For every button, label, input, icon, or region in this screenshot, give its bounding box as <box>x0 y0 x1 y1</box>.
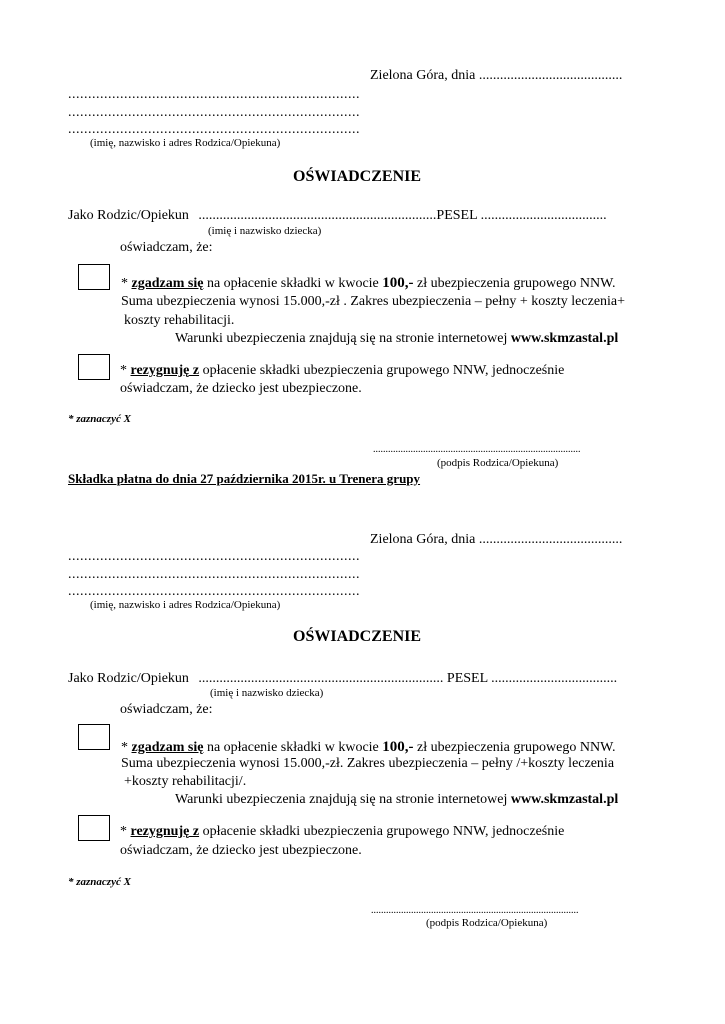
agree-line-4 <box>175 331 618 347</box>
agree-text: na opłacenie składki w kwocie <box>203 740 383 755</box>
address-caption: (imię, nazwisko i adres Rodzica/Opiekuna) <box>90 599 281 611</box>
address-caption: (imię, nazwisko i adres Rodzica/Opiekuna) <box>90 137 281 149</box>
agree-line-4 <box>175 792 618 808</box>
asterisk: * <box>121 740 132 755</box>
address-line-2: ......................................................................... <box>68 105 360 120</box>
child-name-field: ...................................................................... <box>198 671 444 686</box>
agree-text-2: zł ubezpieczenia grupowego NNW. <box>413 740 616 755</box>
place-date: Zielona Góra, dnia ......................................... <box>370 68 623 83</box>
guardian-line <box>68 671 617 687</box>
conditions-text: Warunki ubezpieczenia znajdują się na stronie internetowej <box>175 792 511 807</box>
child-name-field: .................................................................... <box>198 208 437 223</box>
agree-line-2: Suma ubezpieczenia wynosi 15.000,-zł . Zakres ubezpieczenia – pełny + koszty leczenia+ <box>121 294 626 309</box>
agree-text: na opłacenie składki w kwocie <box>203 276 383 291</box>
agree-line-1 <box>121 739 616 756</box>
mark-note: * zaznaczyć X <box>68 876 131 888</box>
signature-field: ................................................................................... <box>373 444 581 455</box>
asterisk: * <box>121 276 132 291</box>
resign-checkbox[interactable] <box>78 815 110 841</box>
asterisk: * <box>120 363 131 378</box>
resign-line-1 <box>120 824 564 840</box>
child-caption: (imię i nazwisko dziecka) <box>208 225 322 237</box>
guardian-prefix: Jako Rodzic/Opiekun <box>68 208 189 223</box>
resign-line-2: oświadczam, że dziecko jest ubezpieczone. <box>120 381 362 396</box>
declare-text: oświadczam, że: <box>120 702 213 717</box>
website-link[interactable]: www.skmzastal.pl <box>510 792 619 807</box>
signature-caption: (podpis Rodzica/Opiekuna) <box>426 917 548 929</box>
address-line-3: ......................................................................... <box>68 584 360 599</box>
amount: 100,- <box>382 275 414 291</box>
asterisk: * <box>120 824 131 839</box>
resign-checkbox[interactable] <box>78 354 110 380</box>
signature-caption: (podpis Rodzica/Opiekuna) <box>437 457 559 469</box>
address-line-3: ......................................................................... <box>68 122 360 137</box>
resign-text: opłacenie składki ubezpieczenia grupowego NNW, jednocześnie <box>199 824 565 839</box>
agree-keyword: zgadzam się <box>131 740 204 755</box>
address-line-2: ......................................................................... <box>68 567 360 582</box>
child-caption: (imię i nazwisko dziecka) <box>210 687 324 699</box>
document-title: OŚWIADCZENIE <box>293 168 422 185</box>
conditions-text: Warunki ubezpieczenia znajdują się na stronie internetowej <box>175 331 511 346</box>
agree-line-3: +koszty rehabilitacji/. <box>124 774 247 789</box>
guardian-prefix: Jako Rodzic/Opiekun <box>68 671 189 686</box>
agree-checkbox[interactable] <box>78 724 110 750</box>
agree-line-3: koszty rehabilitacji. <box>124 313 235 328</box>
place-date: Zielona Góra, dnia ......................................... <box>370 532 623 547</box>
mark-note: * zaznaczyć X <box>68 413 131 425</box>
agree-text-2: zł ubezpieczenia grupowego NNW. <box>413 276 616 291</box>
address-line-1: ......................................................................... <box>68 87 360 102</box>
resign-line-2: oświadczam, że dziecko jest ubezpieczone. <box>120 843 362 858</box>
payment-deadline: Składka płatna do dnia 27 października 2015r. u Trenera grupy <box>68 471 421 486</box>
agree-checkbox[interactable] <box>78 264 110 290</box>
signature-field: ................................................................................... <box>371 905 579 916</box>
website-link[interactable]: www.skmzastal.pl <box>510 331 619 346</box>
resign-text: opłacenie składki ubezpieczenia grupowego NNW, jednocześnie <box>199 363 565 378</box>
resign-line-1 <box>120 363 564 379</box>
agree-line-1 <box>121 275 616 292</box>
amount: 100,- <box>382 739 414 755</box>
pesel-field: PESEL .................................... <box>436 208 607 223</box>
resign-keyword: rezygnuję z <box>130 824 200 839</box>
address-line-1: ......................................................................... <box>68 549 360 564</box>
document-title: OŚWIADCZENIE <box>293 628 422 645</box>
agree-line-2: Suma ubezpieczenia wynosi 15.000,-zł. Zakres ubezpieczenia – pełny /+koszty leczenia <box>121 756 615 771</box>
agree-keyword: zgadzam się <box>131 276 204 291</box>
declare-text: oświadczam, że: <box>120 240 213 255</box>
guardian-line <box>68 208 607 224</box>
resign-keyword: rezygnuję z <box>130 363 200 378</box>
pesel-field: PESEL .................................... <box>446 671 618 686</box>
